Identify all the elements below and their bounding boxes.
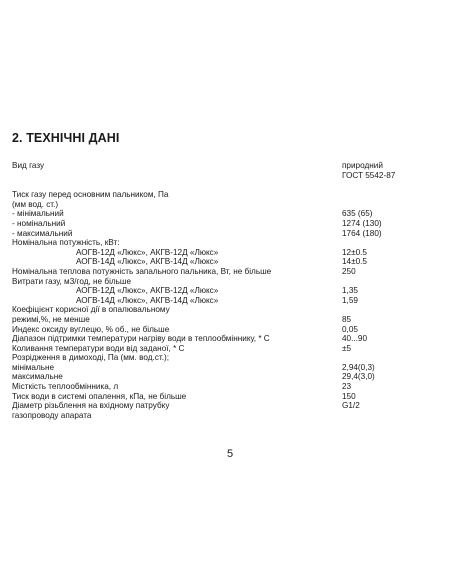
row-label: - мінімальний: [12, 209, 64, 219]
row-label: (мм вод. ст.): [12, 199, 59, 209]
row-label: Витрати газу, м3/год, не більше: [12, 276, 132, 286]
row-label: мінімальне: [12, 362, 55, 372]
row-value: 2,94(0,3): [342, 362, 375, 372]
data-row: [12, 277, 442, 287]
technical-data-list: [12, 161, 442, 420]
row-label: Номінальна потужність, кВт:: [12, 238, 120, 248]
row-value: 1764 (180): [342, 228, 382, 238]
row-label: АОГВ-12Д «Люкс», АКГВ-12Д «Люкс»: [76, 247, 219, 257]
data-row: [12, 315, 442, 325]
data-row: [12, 238, 442, 248]
data-row: [12, 229, 442, 239]
row-value: 1,35: [342, 286, 358, 296]
data-row: [12, 190, 442, 200]
data-row: [12, 401, 442, 411]
row-value: ±5: [342, 343, 352, 353]
data-row: [12, 372, 442, 382]
data-row: [12, 334, 442, 344]
data-row: [12, 219, 442, 229]
row-value: 29,4(3,0): [342, 372, 375, 382]
data-row: [12, 344, 442, 354]
data-row: [12, 248, 442, 258]
row-value: 23: [342, 382, 352, 392]
data-row: [12, 296, 442, 306]
row-value: ГОСТ 5542-87: [342, 170, 396, 180]
data-row: [12, 171, 442, 181]
row-value: 1274 (130): [342, 218, 382, 228]
row-value: 12±0.5: [342, 247, 367, 257]
row-label: Индекс оксиду вуглецю, % об., не більше: [12, 324, 170, 334]
page-number: 5: [227, 448, 234, 460]
data-row: [12, 363, 442, 373]
row-label: Коефіцієнт корисної дії в опалювальному: [12, 305, 170, 315]
row-label: газопроводу апарата: [12, 410, 92, 420]
row-label: - максимальний: [12, 228, 73, 238]
data-row: [12, 411, 442, 421]
row-label: Діапазон підтримки температури нагріву води в теплообміннику, * С: [12, 334, 270, 344]
row-label: АОГВ-14Д «Люкс», АКГВ-14Д «Люкс»: [76, 295, 219, 305]
row-value: 40...90: [342, 334, 368, 344]
row-label: Вид газу: [12, 161, 45, 170]
row-value: природний: [342, 161, 383, 170]
row-label: Місткість теплообмінника, л: [12, 382, 119, 392]
row-value: 1,59: [342, 295, 358, 305]
row-label: Коливання температури води від заданої, * С: [12, 343, 185, 353]
row-label: АОГВ-12Д «Люкс», АКГВ-12Д «Люкс»: [76, 286, 219, 296]
row-value: 150: [342, 391, 356, 401]
row-label: максимальне: [12, 372, 63, 382]
row-label: Номінальна теплова потужність запального пальника, Вт, не більше: [12, 266, 272, 276]
data-row: [12, 200, 442, 210]
row-label: АОГВ-14Д «Люкс», АКГВ-14Д «Люкс»: [76, 257, 219, 267]
data-row: [12, 209, 442, 219]
data-row: [12, 267, 442, 277]
row-value: 85: [342, 314, 352, 324]
row-label: Тиск газу перед основним пальником, Па: [12, 190, 169, 200]
row-value: 0,05: [342, 324, 358, 334]
section-title: 2. ТЕХНІЧНІ ДАНІ: [12, 131, 120, 145]
row-label: - номінальний: [12, 218, 66, 228]
row-label: Тиск води в системі опалення, кПа, не більше: [12, 391, 187, 401]
row-label: Розрідження в димоході, Па (мм. вод.ст.);: [12, 353, 169, 363]
data-row: [12, 392, 442, 402]
data-row: [12, 257, 442, 267]
row-label: режимі,%, не менше: [12, 314, 90, 324]
data-row: [12, 382, 442, 392]
data-row: [12, 161, 442, 171]
data-row: [12, 325, 442, 335]
row-value: 635 (65): [342, 209, 373, 219]
row-value: 14±0.5: [342, 257, 367, 267]
data-row: [12, 286, 442, 296]
data-row: [12, 305, 442, 315]
data-row: [12, 353, 442, 363]
row-label: Діаметр різьблення на вхідному патрубку: [12, 401, 170, 411]
row-value: G1/2: [342, 401, 360, 411]
row-value: 250: [342, 266, 356, 276]
